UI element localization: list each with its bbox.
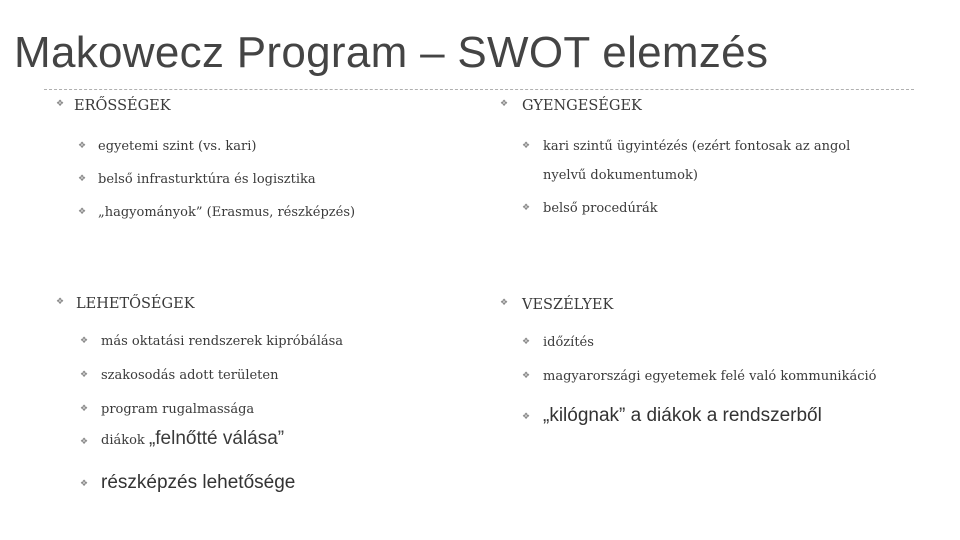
list-item: más oktatási rendszerek kipróbálása [101,334,344,349]
diamond-bullet-icon: ❖ [500,99,509,109]
diamond-bullet-icon: ❖ [80,479,89,489]
list-item: egyetemi szint (vs. kari) [98,139,257,154]
title-divider [44,89,914,90]
strengths-heading: ERŐSSÉGEK [74,98,171,114]
list-item: kari szintű ügyintézés (ezért fontosak az angol [543,139,851,154]
list-item: „hagyományok” (Erasmus, részképzés) [98,205,356,220]
diamond-bullet-icon: ❖ [80,370,89,380]
weaknesses-heading: GYENGESÉGEK [522,98,642,114]
list-item-text: „felnőtté válása” [148,428,285,449]
diamond-bullet-icon: ❖ [500,298,509,308]
diamond-bullet-icon: ❖ [78,141,87,151]
diamond-bullet-icon: ❖ [522,141,531,151]
list-item-text: diákok [101,433,145,448]
list-item: belső infrasturktúra és logisztika [98,172,316,187]
slide-title: Makowecz Program – SWOT elemzés [14,28,769,77]
diamond-bullet-icon: ❖ [80,437,89,447]
diamond-bullet-icon: ❖ [522,412,531,422]
list-item: „kilógnak” a diákok a rendszerből [543,405,822,426]
diamond-bullet-icon: ❖ [56,99,65,109]
diamond-bullet-icon: ❖ [80,404,89,414]
threats-heading: VESZÉLYEK [522,297,614,313]
list-item: részképzés lehetősége [101,472,296,493]
diamond-bullet-icon: ❖ [78,207,87,217]
opportunities-heading: LEHETŐSÉGEK [76,296,195,312]
diamond-bullet-icon: ❖ [522,203,531,213]
diamond-bullet-icon: ❖ [78,174,87,184]
diamond-bullet-icon: ❖ [522,337,531,347]
list-item [101,428,284,450]
diamond-bullet-icon: ❖ [522,371,531,381]
list-item: magyarországi egyetemek felé való kommunikáció [543,369,877,384]
list-item: belső procedúrák [543,201,658,216]
list-item: szakosodás adott területen [101,368,279,383]
list-item: program rugalmassága [101,402,255,417]
list-item: időzítés [543,335,594,350]
diamond-bullet-icon: ❖ [56,297,65,307]
list-item-continuation: nyelvű dokumentumok) [543,168,698,183]
diamond-bullet-icon: ❖ [80,336,89,346]
